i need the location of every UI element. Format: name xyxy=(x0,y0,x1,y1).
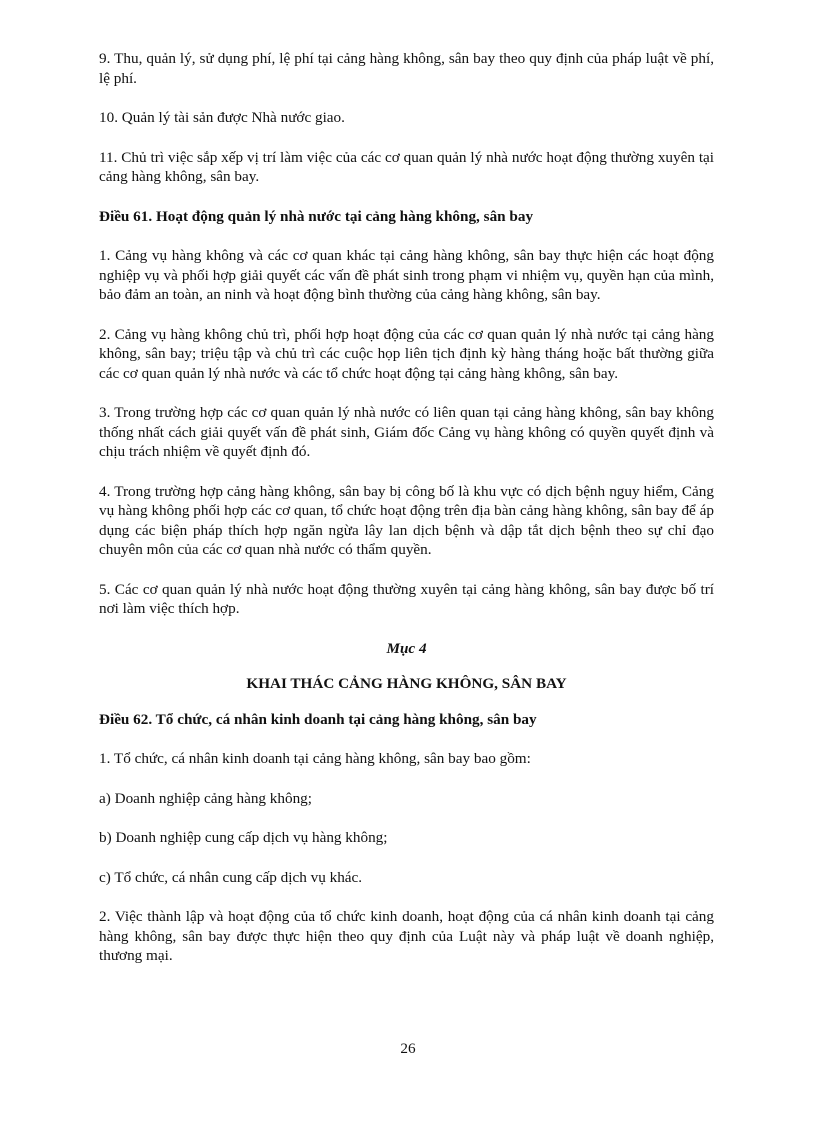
article-62-clause-1a: a) Doanh nghiệp cảng hàng không; xyxy=(99,789,312,807)
article-61-clause-1: 1. Cảng vụ hàng không và các cơ quan khác tại cảng hàng không, sân bay thực hiện các hoạt động nghiệp vụ và phối hợp giải quyết các vấn đề phát sinh trong phạm vi nhiệm vụ, quyền hạn của mình, bảo đảm an toàn, an ninh và hoạt động bình thường của cảng hàng không, sân bay. xyxy=(99,247,714,303)
article-62-clause-2: 2. Việc thành lập và hoạt động của tổ chức kinh doanh, hoạt động của cá nhân kinh doanh tại cảng hàng không, sân bay được thực hiện theo quy định của Luật này và pháp luật về doanh nghiệp, thương mại. xyxy=(99,908,714,964)
article-61-clause-3: 3. Trong trường hợp các cơ quan quản lý nhà nước có liên quan tại cảng hàng không, sân bay không thống nhất cách giải quyết vấn đề phát sinh, Giám đốc Cảng vụ hàng không có quyền quyết định và chịu trách nhiệm về quyết định đó. xyxy=(99,404,714,460)
paragraph-item-11: 11. Chủ trì việc sắp xếp vị trí làm việc của các cơ quan quản lý nhà nước hoạt động thường xuyên tại cảng hàng không, sân bay. xyxy=(99,148,714,185)
article-62-clause-1c: c) Tổ chức, cá nhân cung cấp dịch vụ khác. xyxy=(99,868,363,886)
article-61-clause-2: 2. Cảng vụ hàng không chủ trì, phối hợp hoạt động của các cơ quan quản lý nhà nước tại cảng hàng không, sân bay; triệu tập và chủ trì các cuộc họp liên tịch định kỳ hàng tháng hoặc bất thường giữa các cơ quan quản lý nhà nước và các tổ chức hoạt động tại cảng hàng không, sân bay. xyxy=(99,325,714,382)
article-62-clause-1: 1. Tổ chức, cá nhân kinh doanh tại cảng hàng không, sân bay bao gồm: xyxy=(99,750,531,767)
article-61-clause-4: 4. Trong trường hợp cảng hàng không, sân bay bị công bố là khu vực có dịch bệnh nguy hiểm, Cảng vụ hàng không phối hợp các cơ quan, tổ chức hoạt động trên địa bàn cảng hàng không, sân bay để áp dụng các biện pháp thích hợp ngăn ngừa lây lan dịch bệnh và dập tắt dịch bệnh theo sự chỉ đạo chuyên môn của các cơ quan nhà nước có thẩm quyền. xyxy=(99,482,714,558)
document-page xyxy=(99,49,714,986)
paragraph-item-10: 10. Quản lý tài sản được Nhà nước giao. xyxy=(99,109,345,126)
section-title: KHAI THÁC CẢNG HÀNG KHÔNG, SÂN BAY xyxy=(246,675,567,692)
article-61-clause-5: 5. Các cơ quan quản lý nhà nước hoạt động thường xuyên tại cảng hàng không, sân bay được bố trí nơi làm việc thích hợp. xyxy=(99,580,714,617)
article-62-heading: Điều 62. Tổ chức, cá nhân kinh doanh tại cảng hàng không, sân bay xyxy=(99,710,537,728)
article-62-clause-1b: b) Doanh nghiệp cung cấp dịch vụ hàng không; xyxy=(99,829,388,846)
article-61-heading: Điều 61. Hoạt động quản lý nhà nước tại cảng hàng không, sân bay xyxy=(99,207,534,225)
section-label: Mục 4 xyxy=(386,639,427,657)
paragraph-item-9: 9. Thu, quản lý, sử dụng phí, lệ phí tại cảng hàng không, sân bay theo quy định của pháp luật về phí, lệ phí. xyxy=(99,50,714,87)
page-number: 26 xyxy=(400,1040,416,1057)
